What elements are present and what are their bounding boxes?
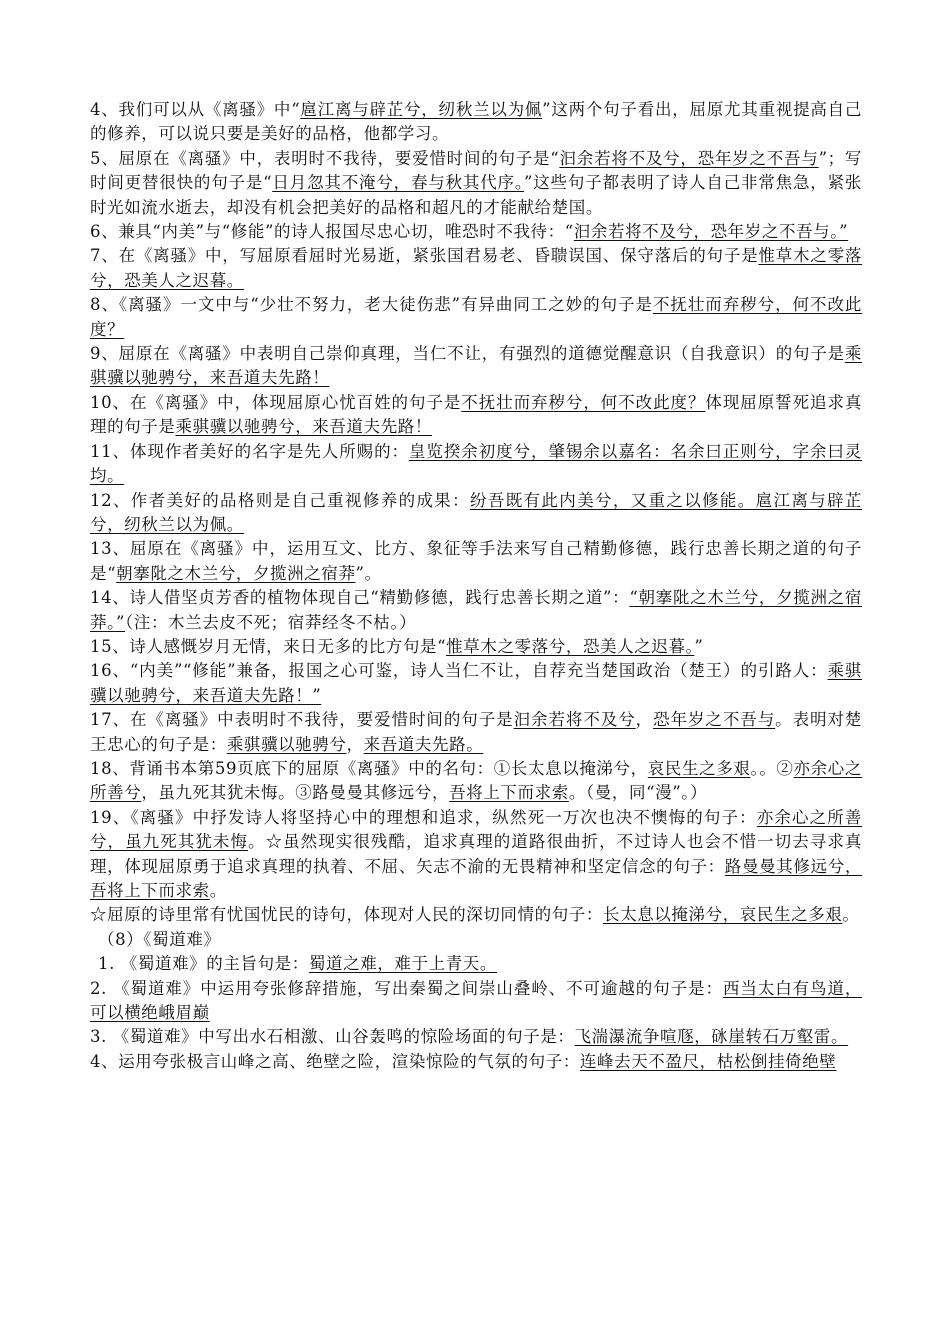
text-run: 3. 《蜀道难》中写出水石相激、山谷轰鸣的惊险场面的句子是： (90, 1027, 575, 1047)
text-run: 16、“内美”“修能”兼备，报国之心可鉴，诗人当仁不让，自荐充当楚国政治（楚王）的引路人： (90, 661, 828, 681)
text-run: 5、屈原在《离骚》中，表明时不我待，要爱惜时间的句子是“ (90, 148, 560, 168)
paragraph (90, 952, 862, 976)
underlined-answer: 长太息以掩涕兮，哀民生之多艰 (603, 905, 843, 925)
text-run: 。 (209, 881, 227, 900)
paragraph (90, 586, 862, 635)
underlined-answer: 汩余若将不及兮，恐年岁之不吾与。” (573, 222, 849, 242)
underlined-answer: 皇览揆余初度兮，肇锡余以嘉名：名余曰正则兮，字余曰灵均。 (90, 441, 862, 486)
underlined-answer: 连峰去天不盈尺，枯松倒挂倚绝壁 (579, 1051, 837, 1071)
text-run: ， (635, 710, 654, 730)
document-body (90, 98, 862, 1074)
text-run: ， (346, 734, 364, 754)
text-run: （8）《蜀道难》 (98, 929, 221, 949)
underlined-answer: 扈江离与辟芷兮，纫秋兰以为佩 (300, 100, 543, 119)
text-run: 体现屈原誓死追求真理的句子是 (90, 392, 863, 437)
paragraph (90, 244, 862, 293)
underlined-answer: 乘骐骥以驰骋兮，来吾道夫先路！ (90, 344, 862, 388)
text-run: 17、在《离骚》中表明时不我待，要爱惜时间的句子是 (90, 710, 514, 730)
text-run: 11、体现作者美好的名字是先人所赐的： (90, 441, 409, 461)
underlined-answer: 不抚壮而弃秽兮，何不改此度？ (90, 295, 862, 339)
paragraph (90, 903, 862, 927)
text-run: 。。② (750, 758, 794, 778)
paragraph (90, 489, 862, 538)
text-run: 15、诗人感慨岁月无情，来日无多的比方句是“ (90, 636, 447, 656)
text-run: ”。 (355, 563, 382, 583)
text-run: 7、在《离骚》中，写屈原看屈时光易逝，紧张国君易老、昏聩误国、保守落后的句子是 (90, 246, 759, 266)
text-run: ” (694, 636, 704, 656)
paragraph (90, 537, 862, 586)
text-run: 14、诗人借坚贞芳香的植物体现自己“精勤修德，践行忠善长期之道”： (90, 588, 630, 608)
text-run: ，虽九死其犹未悔。③路曼曼其修远兮， (141, 783, 450, 803)
text-run: 。☆虽然现实很残酷，追求真理的道路很曲折，不过诗人也会不惜一切去寻求真理，体现屈原勇于追求真理的执着、不屈、矢志不渝的无畏精神和坚定信念的句子： (90, 832, 863, 876)
underlined-answer: 哀民生之多艰 (647, 758, 751, 778)
underlined-answer: 乘骐骥以驰骋兮，来吾道夫先路！” (90, 661, 862, 705)
text-run: 2. 《蜀道难》中运用夸张修辞措施，写出秦蜀之间崇山叠岭、不可逾越的句子是： (90, 978, 723, 998)
underlined-answer: 朝搴阰之木兰兮，夕揽洲之宿莽 (116, 563, 356, 583)
paragraph (90, 147, 862, 220)
underlined-answer: 不抚壮而弃秽兮，何不改此度？ (461, 392, 706, 412)
paragraph (90, 440, 862, 489)
paragraph (90, 1025, 862, 1049)
underlined-answer: 路曼曼其修远兮，吾将上下而求索 (90, 856, 862, 900)
text-run: 。（曼，同“漫”。） (568, 783, 708, 803)
text-run: 4、我们可以从《离骚》中“ (90, 100, 301, 119)
text-run: 6、兼具“内美”与“修能”的诗人报国尽忠心切，唯恐时不我待：“ (90, 222, 574, 242)
paragraph (90, 708, 862, 757)
text-run: 9、屈原在《离骚》中表明自己崇仰真理，当仁不让，有强烈的道德觉醒意识（自我意识）的句子是 (90, 344, 845, 364)
underlined-answer: 亦余心之所善兮 (90, 758, 862, 803)
paragraph (90, 342, 862, 391)
paragraph (90, 806, 862, 904)
text-run: 18、背诵书本第59页底下的屈原《离骚》中的名句：①长太息以掩涕兮， (90, 758, 648, 778)
text-run: ”这两个句子看出，屈原尤其重视提高自己的修养，可以说只要是美好的品格，他都学习。 (90, 100, 862, 144)
paragraph (90, 220, 862, 244)
text-run: 。表明对楚王忠心的句子是： (90, 710, 863, 754)
text-run: 1. 《蜀道难》的主旨句是： (98, 954, 309, 974)
underlined-answer: 蜀道之难，难于上青天。 (308, 954, 497, 974)
underlined-answer: 恐年岁之不吾与 (653, 710, 776, 730)
text-run: 12、作者美好的品格则是自己重视修养的成果： (90, 490, 470, 510)
underlined-answer: 惟草木之零落兮，恐美人之迟暮。 (90, 246, 862, 290)
paragraph (90, 293, 862, 342)
text-run: （注：木兰去皮不死；宿莽经冬不枯。） (125, 612, 417, 632)
text-run: ”；写时间更替很快的句子是“ (90, 148, 862, 193)
paragraph (90, 98, 862, 147)
text-run: 4、运用夸张极言山峰之高、绝壁之险，渲染惊险的气氛的句子： (90, 1051, 580, 1071)
paragraph (90, 635, 862, 659)
text-run: ☆屈原的诗里常有忧国忧民的诗句，体现对人民的深切同情的句子： (90, 905, 603, 925)
paragraph (90, 659, 862, 708)
underlined-answer: 乘骐骥以驰骋兮，来吾道夫先路！ (175, 417, 432, 437)
paragraph (90, 391, 862, 440)
underlined-answer: “朝搴阰之木兰兮，夕揽洲之宿莽。” (90, 588, 862, 632)
text-run: ”这些句子都表明了诗人自己非常焦急，紧张时光如流水逝去，却没有机会把美好的品格和超凡的才能献给楚国。 (90, 173, 863, 217)
underlined-answer: 来吾道夫先路。 (363, 734, 484, 754)
text-run: 19、《离骚》中抒发诗人将坚持心中的理想和追求，纵然死一万次也决不懊悔的句子： (90, 807, 757, 827)
text-run: 10、在《离骚》中，体现屈原心忧百姓的句子是 (90, 392, 462, 412)
underlined-answer: 吾将上下而求索 (449, 783, 569, 803)
paragraph (90, 977, 862, 1026)
underlined-answer: 纷吾既有此内美兮，又重之以修能。扈江离与辟芷兮，纫秋兰以为佩。 (90, 490, 862, 534)
text-run: 。 (842, 905, 860, 925)
paragraph (90, 1050, 862, 1074)
underlined-answer: 日月忽其不淹兮，春与秋其代序。 (272, 173, 524, 193)
text-run: 8、《离骚》一文中与“少壮不努力，老大徒伤悲”有异曲同工之妙的句子是 (90, 295, 653, 315)
underlined-answer: 西当太白有鸟道，可以横绝峨眉巅 (90, 978, 862, 1023)
underlined-answer: 乘骐骥以驰骋兮 (226, 734, 347, 754)
paragraph (90, 928, 862, 952)
underlined-answer: 汩余若将不及兮 (513, 710, 636, 730)
underlined-answer: 惟草木之零落兮，恐美人之迟暮。 (446, 636, 695, 656)
text-run: 13、屈原在《离骚》中，运用互文、比方、象征等手法来写自己精勤修德，践行忠善长期之道的句子是“ (90, 539, 862, 583)
underlined-answer: 汩余若将不及兮，恐年岁之不吾与 (559, 148, 819, 168)
paragraph (90, 757, 862, 806)
underlined-answer: 亦余心之所善兮，虽九死其犹未悔 (90, 807, 862, 852)
underlined-answer: 飞湍瀑流争喧豗，砯崖转石万壑雷。 (574, 1027, 849, 1047)
